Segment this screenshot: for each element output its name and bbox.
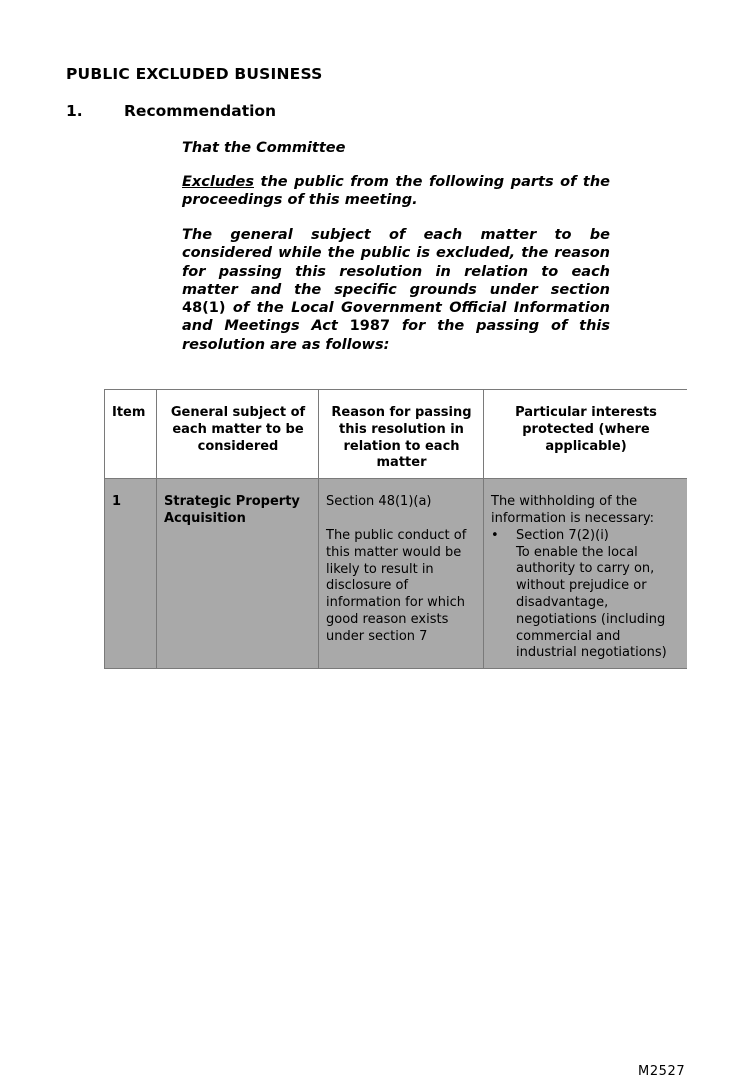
header-item: Item (105, 390, 157, 479)
reason-section: Section 48(1)(a) (326, 494, 432, 510)
grounds-paragraph (182, 226, 610, 354)
grounds-text-a: The general subject of each matter to be considered while the public is excluded, the reason for passing this resolution in relation to each matter and the specific grounds under section (182, 227, 610, 298)
bullet-marker: • (491, 527, 499, 543)
table-row (105, 479, 688, 669)
intro-paragraph: That the Committee (182, 140, 346, 156)
excludes-text: the public from the following parts of the proceedings of this meeting. (182, 174, 610, 209)
reason-text: The public conduct of this matter would be likely to result in disclosure of information for which good reason exists under section 7 (326, 527, 467, 644)
cell-reason (319, 479, 484, 669)
interests-intro: The withholding of the information is necessary: (491, 494, 655, 526)
cell-interests (484, 479, 688, 669)
document-code: M2527 (638, 1064, 686, 1079)
excludes-paragraph (182, 173, 610, 210)
bullet-text: To enable the local authority to carry on, without prejudice or disadvantage, negotiations (including commercial and industrial negotiations) (516, 544, 667, 661)
grounds-text-e: for the passing of this resolution are as follows: (182, 318, 610, 353)
excludes-word: Excludes (182, 174, 254, 190)
header-reason: Reason for passing this resolution in relation to each matter (319, 390, 484, 479)
exclusion-table (104, 389, 687, 669)
cell-item: 1 (105, 479, 157, 669)
header-subject: General subject of each matter to be considered (157, 390, 319, 479)
grounds-text-c: of the Local Government Official Information and Meetings Act (182, 300, 610, 335)
table-header-row (105, 390, 688, 479)
grounds-year: 1987 (349, 318, 391, 335)
interests-bullet (491, 528, 681, 662)
section-number: 1. (66, 102, 83, 120)
bullet-section: Section 7(2)(i) (516, 527, 609, 543)
section-title: Recommendation (124, 102, 277, 120)
grounds-section-ref: 48(1) (182, 300, 226, 317)
header-interests: Particular interests protected (where applicable) (484, 390, 688, 479)
page-heading: PUBLIC EXCLUDED BUSINESS (66, 65, 323, 83)
cell-subject: Strategic Property Acquisition (157, 479, 319, 669)
